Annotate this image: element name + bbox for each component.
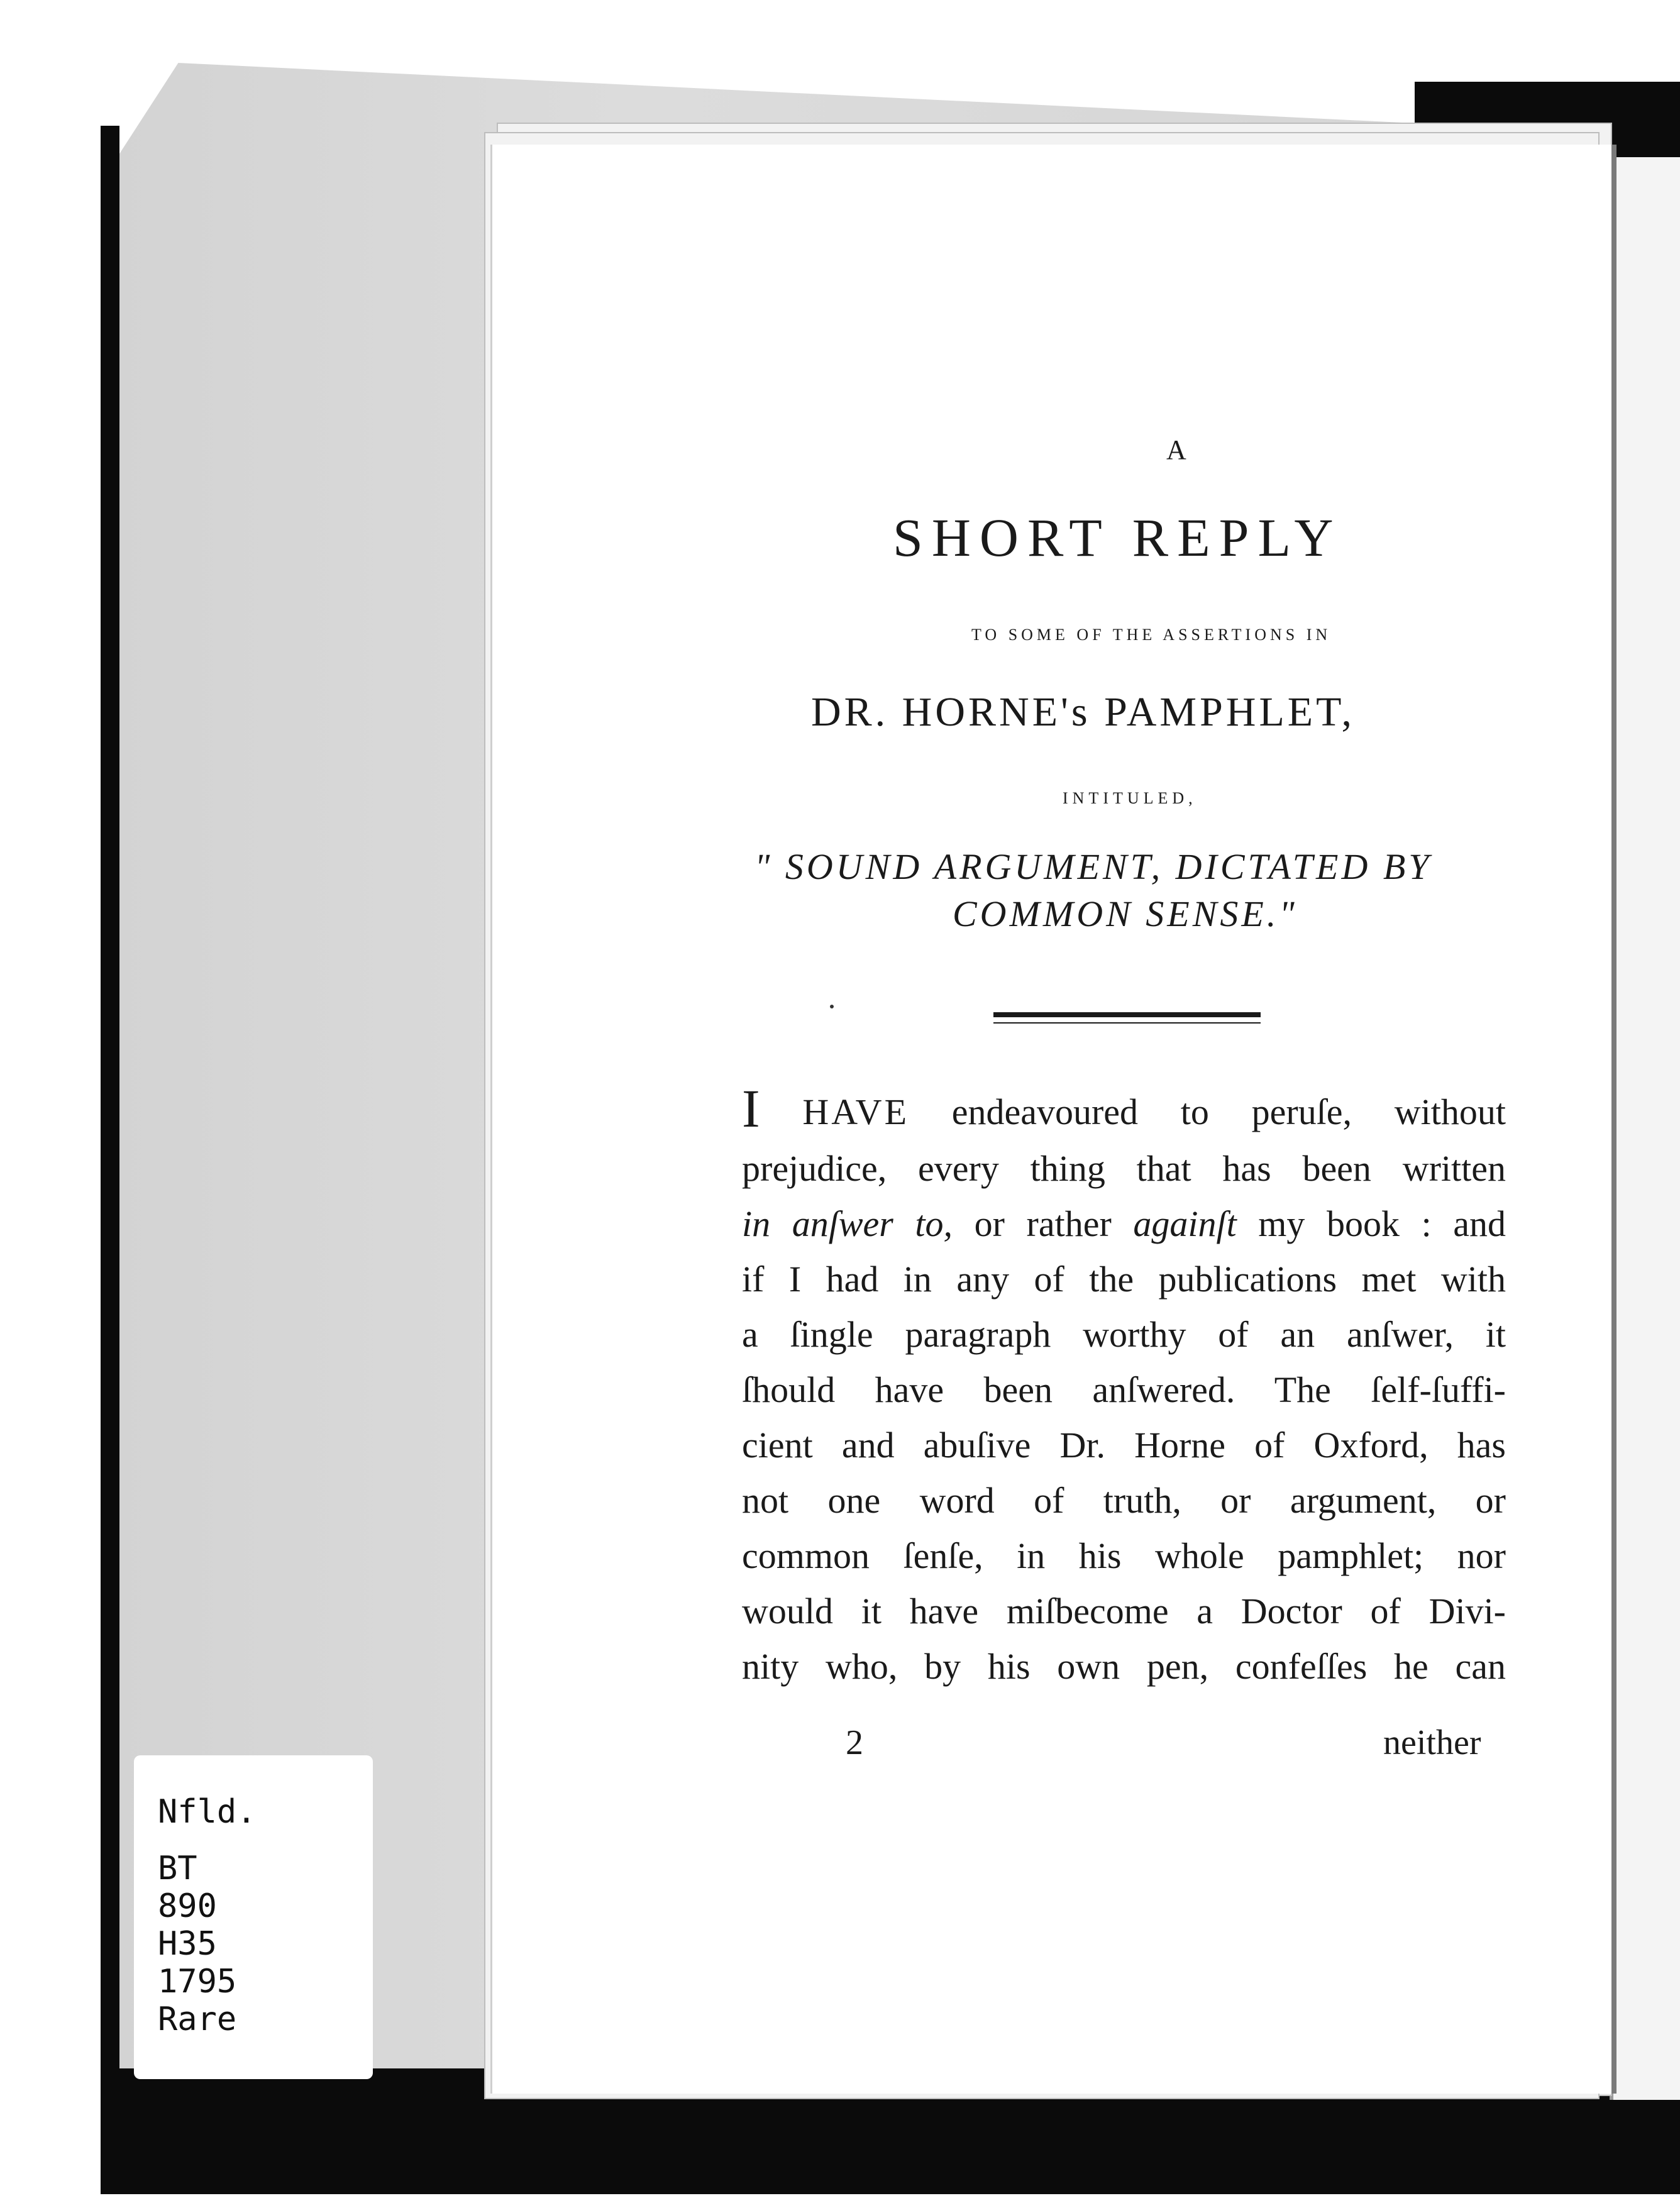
catchword: neither [1383, 1723, 1481, 1762]
scan-margin-top [1415, 0, 1680, 94]
body-line-8: not one word of truth, or argument, or [742, 1480, 1506, 1521]
first-word-smallcaps: HAVE [802, 1091, 909, 1132]
label-line: BT [158, 1850, 197, 1887]
title-subtitle: TO SOME OF THE ASSERTIONS IN [971, 626, 1332, 644]
label-line: Nfld. [158, 1793, 257, 1831]
label-line: 1795 [158, 1963, 237, 2001]
body-line-5: a ſingle paragraph worthy of an anſwer, it [742, 1314, 1506, 1355]
drop-cap: I [742, 1078, 760, 1139]
adjacent-page-edge [1610, 157, 1680, 2100]
library-call-number-label [134, 1755, 373, 2079]
title-article: A [1166, 434, 1189, 465]
body-text: or rather [974, 1203, 1112, 1244]
page-title: SHORT REPLY [893, 507, 1342, 568]
scan-margin-left [101, 126, 119, 2087]
ornamental-rule-thin [993, 1022, 1261, 1024]
pamphlet-title: DR. HORNE's PAMPHLET, [811, 689, 1355, 735]
body-line-10: would it have miſbecome a Doctor of Divi- [742, 1591, 1506, 1631]
body-line-4: if I had in any of the publications met with [742, 1259, 1506, 1300]
quoted-title-line2: COMMON SENSE." [953, 893, 1298, 934]
intituled-label: INTITULED, [1063, 789, 1197, 807]
body-line-1 [742, 1078, 1506, 1139]
label-line: Rare [158, 2001, 237, 2038]
body-line-9: common ſenſe, in his whole pamphlet; nor [742, 1535, 1506, 1576]
body-text: my book : and [1258, 1203, 1506, 1244]
ornamental-rule-thick [993, 1012, 1261, 1017]
page-number: 2 [846, 1723, 863, 1762]
label-line: H35 [158, 1925, 217, 1963]
italic-phrase: againſt [1133, 1203, 1237, 1244]
body-line-11: nity who, by his own pen, confeſſes he can [742, 1646, 1506, 1687]
quoted-title-line1: " SOUND ARGUMENT, DICTATED BY [754, 846, 1432, 887]
italic-phrase: in anſwer to, [742, 1203, 953, 1244]
body-line-7: cient and abuſive Dr. Horne of Oxford, has [742, 1425, 1506, 1466]
ink-speck [830, 1005, 834, 1008]
body-line-3 [742, 1203, 1506, 1244]
label-line: 890 [158, 1887, 217, 1925]
body-line-6: ſhould have been anſwered. The ſelf-ſuffi- [742, 1369, 1506, 1410]
body-line-2: prejudice, every thing that has been written [742, 1148, 1506, 1189]
body-text: endeavoured to peruſe, without [951, 1091, 1506, 1132]
